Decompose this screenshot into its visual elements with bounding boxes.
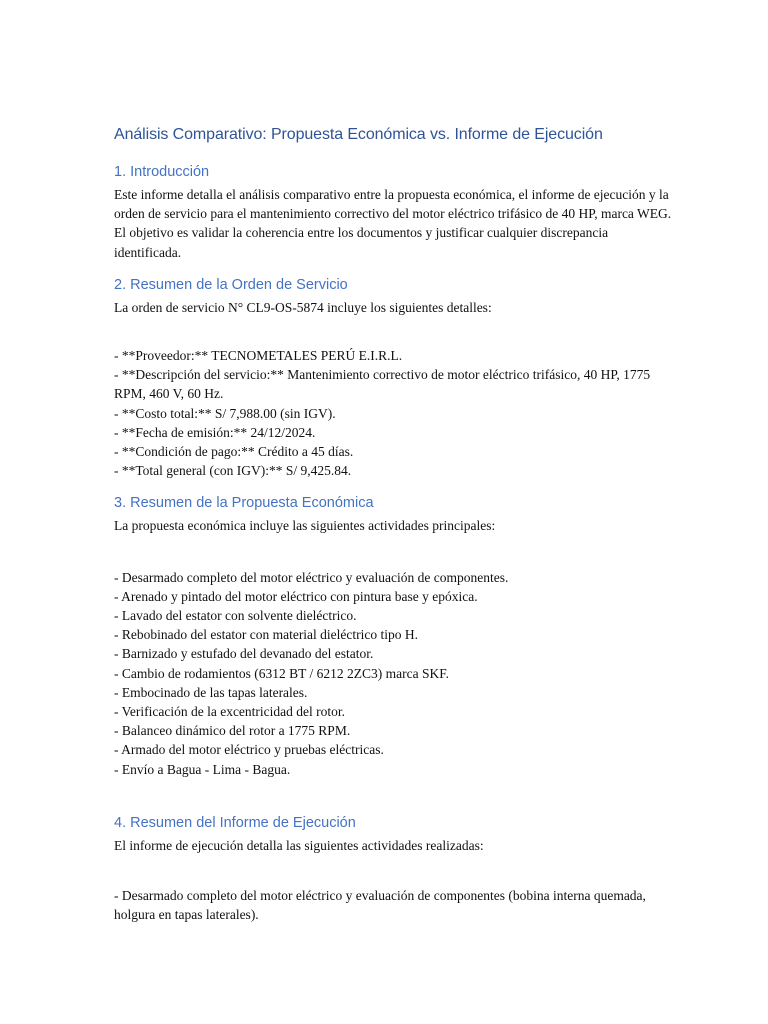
list-item: - Barnizado y estufado del devanado del estator. (114, 646, 374, 662)
list-item: - **Total general (con IGV):** S/ 9,425.84. (114, 463, 352, 479)
section-heading-introduction: 1. Introducción (114, 164, 210, 180)
section-informe-ejecucion (114, 813, 674, 925)
list-item: - **Proveedor:** TECNOMETALES PERÚ E.I.R.L. (114, 348, 403, 364)
introduction-paragraph: Este informe detalla el análisis comparativo entre la propuesta económica, el informe de ejecución y la orden de servicio para el mantenimiento correctivo del motor eléctrico trifásico de 40 HP, marca WEG. El objetivo es validar la coherencia entre los documentos y justificar cualquier discrepancia identificada. (114, 187, 672, 260)
list-item: - Arenado y pintado del motor eléctrico con pintura base y epóxica. (114, 588, 478, 604)
list-item: - **Costo total:** S/ 7,988.00 (sin IGV). (114, 405, 336, 421)
list-item: - Balanceo dinámico del rotor a 1775 RPM. (114, 723, 351, 739)
section-introduction (114, 162, 674, 262)
list-item: - Embocinado de las tapas laterales. (114, 684, 308, 700)
list-item: - Rebobinado del estator con material dieléctrico tipo H. (114, 627, 419, 643)
section-heading-orden-servicio: 2. Resumen de la Orden de Servicio (114, 276, 348, 293)
section-orden-servicio (114, 275, 674, 481)
section-heading-informe-ejecucion: 4. Resumen del Informe de Ejecución (114, 814, 356, 831)
informe-ejecucion-list (114, 886, 674, 924)
list-item: - **Condición de pago:** Crédito a 45 días. (114, 444, 354, 460)
list-item: - Cambio de rodamientos (6312 BT / 6212 2ZC3) marca SKF. (114, 665, 450, 681)
document-page (114, 124, 674, 924)
list-item: - Envío a Bagua - Lima - Bagua. (114, 761, 291, 777)
list-item: - Desarmado completo del motor eléctrico y evaluación de componentes (bobina interna quemada, holgura en tapas laterales). (114, 888, 646, 923)
list-item: - Verificación de la excentricidad del rotor. (114, 704, 346, 720)
list-item: - **Descripción del servicio:** Mantenimiento correctivo de motor eléctrico trifásico, 40 HP, 1775 RPM, 460 V, 60 Hz. (114, 367, 651, 402)
orden-servicio-list (114, 346, 674, 480)
orden-servicio-intro: La orden de servicio N° CL9-OS-5874 incluye los siguientes detalles: (114, 299, 492, 315)
propuesta-economica-intro: La propuesta económica incluye las siguientes actividades principales: (114, 518, 496, 534)
list-item: - **Fecha de emisión:** 24/12/2024. (114, 424, 316, 440)
propuesta-economica-list (114, 568, 674, 779)
list-item: - Armado del motor eléctrico y pruebas eléctricas. (114, 742, 384, 758)
informe-ejecucion-intro: El informe de ejecución detalla las siguientes actividades realizadas: (114, 837, 484, 853)
section-heading-propuesta-economica: 3. Resumen de la Propuesta Económica (114, 495, 374, 512)
list-item: - Lavado del estator con solvente dieléctrico. (114, 608, 357, 624)
document-title: Análisis Comparativo: Propuesta Económica vs. Informe de Ejecución (114, 126, 603, 143)
list-item: - Desarmado completo del motor eléctrico y evaluación de componentes. (114, 569, 509, 585)
section-propuesta-economica (114, 493, 674, 778)
